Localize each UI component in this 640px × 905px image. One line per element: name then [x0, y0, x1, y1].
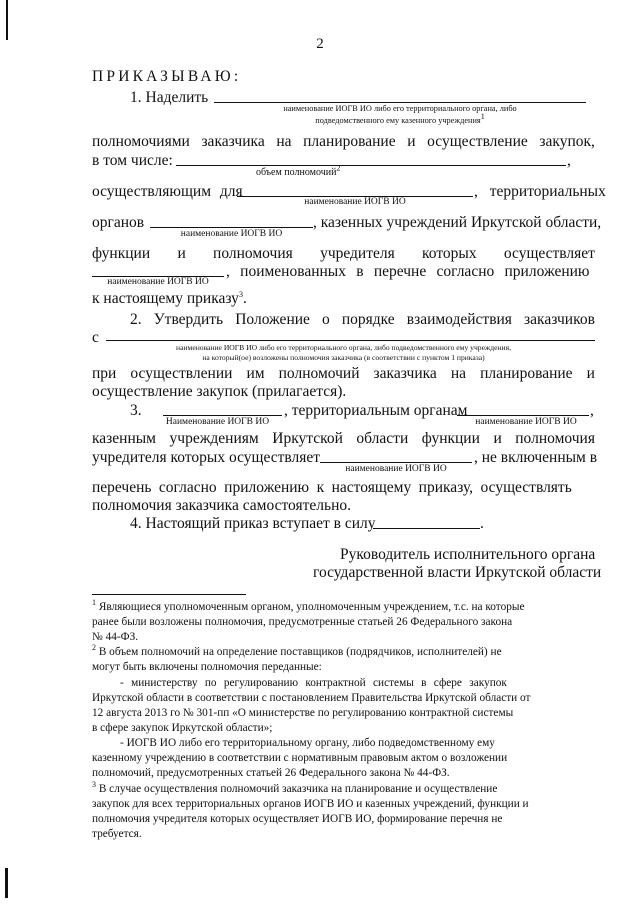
- footnote-2-line-1: [92, 645, 502, 660]
- footnote-2-text-1: В объем полномочий на определение поставщиков (подрядчиков, исполнителей) не: [98, 646, 502, 658]
- word: области: [356, 430, 409, 447]
- word: на: [276, 133, 292, 150]
- word: и: [177, 245, 186, 262]
- footnote-1-text-1: Являющиеся уполномоченным органом, уполномоченным учреждением, т.с. на которые: [98, 601, 525, 613]
- footnote-2-line-8: казенному учреждению в соответствии с нормативным правовым актом о возложении: [92, 752, 508, 764]
- p1-blank-2: [176, 165, 566, 166]
- word: осуществление: [427, 133, 528, 150]
- p1-caption-1a: наименование ИОГВ ИО либо его территориального органа, либо: [283, 104, 517, 113]
- p1-caption-3: наименование ИОГВ ИО: [304, 197, 406, 207]
- p2-line-4: осуществление закупок (прилагается).: [92, 383, 347, 400]
- word: заказчика: [201, 133, 265, 150]
- footnote-2-line-5: 12 августа 2013 го № 301-пп «О министерстве по регулированию контрактной системы: [92, 707, 514, 719]
- p1-line-5b: , казенных учреждений Иркутской области,: [313, 214, 602, 231]
- word: порядке: [341, 311, 395, 328]
- footnote-2-line-3: - министерству по регулированию контрактной системы в сфере закупок: [120, 677, 507, 689]
- footnote-3-text-1: В случае осуществления полномочий заказчика на планирование и осуществление: [98, 783, 498, 795]
- word: и: [586, 365, 595, 382]
- word: на: [450, 365, 467, 382]
- p1-caption-2-text: объем полномочий: [256, 167, 337, 178]
- footnote-2-mark: 2: [92, 643, 96, 653]
- p1-line-8-end: .: [242, 290, 247, 307]
- p1-line-4a: осуществляющим для: [92, 183, 243, 200]
- word: 2.: [130, 311, 142, 328]
- footnote-2-line-2: могут быть включены полномочия переданные:: [92, 661, 322, 673]
- p2-caption-2: на который(ое) возложены полномочия заказчика (в соответствии с пунктом 1 приказа): [202, 353, 485, 362]
- footnote-3-line-1: [92, 782, 497, 797]
- p2-caption-1: наименование ИОГВ ИО либо его территориального органа, либо подведомственного ему учреждения,: [176, 343, 511, 352]
- word: которых: [422, 245, 477, 262]
- footnote-1-mark: 1: [92, 598, 96, 608]
- p3-line-3b: , не включенным в: [474, 449, 598, 466]
- footnote-3-line-2: закупок для всех территориальных органов ИОГВ ИО и казенных учреждений, функции и: [92, 798, 529, 810]
- p2-blank-1: [106, 340, 595, 341]
- word: заказчика: [373, 365, 437, 382]
- word: полномочиями: [92, 133, 190, 150]
- word: полномочия: [213, 245, 293, 262]
- signature-line-1: Руководитель исполнительного органа: [340, 546, 596, 563]
- footnote-ref-2: 2: [336, 163, 341, 173]
- p2-line-3: [92, 365, 595, 383]
- word: о: [322, 311, 330, 328]
- p4-end: .: [480, 515, 484, 532]
- p3-caption-left: Наименование ИОГВ ИО: [165, 417, 270, 427]
- p3-blank-2: [457, 415, 589, 416]
- p1-line-7: , поименованных в перечне согласно приложению: [226, 263, 590, 280]
- p4-text: 4. Настоящий приказ вступает в силу: [130, 515, 376, 532]
- p1-caption-2: [256, 163, 341, 178]
- p3-lead: 3.: [130, 402, 142, 419]
- p1-caption-1b-text: подведомственного ему казенного учреждения: [315, 116, 481, 125]
- footnote-ref-1: 1: [480, 112, 485, 122]
- p1-line-5a: органов: [92, 214, 145, 231]
- page-number: 2: [316, 36, 324, 52]
- word: взаимодействия: [406, 311, 512, 328]
- p1-caption-5: наименование ИОГВ ИО: [107, 277, 209, 287]
- word: учредителя: [320, 245, 395, 262]
- scan-edge-mark-bottom: [5, 868, 8, 898]
- word: планирование: [480, 365, 573, 382]
- p1-blank-1: [214, 102, 586, 103]
- signature-line-2: государственной власти Иркутской области: [313, 564, 602, 581]
- p1-line-4b: , территориальных: [474, 183, 606, 200]
- p1-lead: 1. Наделить: [130, 89, 209, 106]
- footnote-1-line-1: [92, 600, 524, 615]
- p3-line-4: перечень согласно приложению к настоящему приказу, осуществлять: [92, 479, 572, 496]
- p3-mid: , территориальным органам: [284, 402, 468, 419]
- word: функции: [92, 245, 151, 262]
- word: осуществляет: [503, 245, 595, 262]
- footnote-1-line-3: № 44-ФЗ.: [92, 631, 139, 643]
- word: функции: [421, 430, 480, 447]
- p2-line-1: [130, 311, 595, 329]
- footnote-2-line-7: - ИОГВ ИО либо его территориальному органу, либо подведомственному ему: [120, 737, 495, 749]
- footnote-3-line-4: требуется.: [92, 828, 142, 840]
- footnote-ref-3: 3: [238, 289, 243, 299]
- word: заказчиков: [524, 311, 595, 328]
- word: при: [92, 365, 117, 382]
- scan-edge-mark-top: [6, 0, 8, 40]
- word: и: [407, 133, 416, 150]
- p3-line-2: [92, 430, 595, 448]
- word: полномочий: [278, 365, 360, 382]
- footnote-1-line-2: ранее были возложены полномочия, предусмотренные статьей 26 Федерального закона: [92, 616, 513, 628]
- p3-blank-3: [320, 462, 472, 463]
- p1-line-8-text: к настоящему приказу: [92, 290, 239, 307]
- p1-caption-4: наименование ИОГВ ИО: [180, 229, 283, 239]
- word: казенным: [92, 430, 156, 447]
- p3-line-5: полномочия заказчика самостоятельно.: [92, 497, 352, 514]
- footnote-2-line-9: полномочий, предусмотренных статьей 26 Федерального закона № 44-ФЗ.: [92, 767, 450, 779]
- p3-comma: ,: [590, 402, 594, 419]
- footnote-3-mark: 3: [92, 780, 96, 790]
- footnote-2-line-6: в сфере закупок Иркутской области»;: [92, 722, 273, 734]
- p3-line-3a: учредителя которых осуществляет: [92, 449, 320, 466]
- p4-blank: [373, 528, 480, 529]
- footnote-3-line-3: полномочия учредителя которых осуществляет ИОГВ ИО, формирование перечня не: [92, 813, 503, 825]
- footnote-2-line-4: Иркутской области в соответствии с постановлением Правительства Иркутской области от: [92, 692, 531, 704]
- word: планирование: [303, 133, 396, 150]
- p3-caption-right: наименование ИОГВ ИО: [475, 417, 577, 427]
- word: полномочия: [515, 430, 595, 447]
- p3-blank-1: [163, 415, 282, 416]
- word: им: [246, 365, 265, 382]
- p1-line-2: [92, 133, 595, 151]
- word: Утвердить: [153, 311, 224, 328]
- word: и: [493, 430, 502, 447]
- word: Иркутской: [272, 430, 343, 447]
- word: Положение: [235, 311, 310, 328]
- word: закупок,: [539, 133, 595, 150]
- p2-line-2: с: [92, 329, 99, 346]
- p1-line-3-comma: ,: [567, 152, 571, 169]
- p1-line-8: [92, 290, 247, 308]
- footnote-separator: [92, 594, 246, 595]
- word: осуществлении: [130, 365, 233, 382]
- p1-blank-4: [150, 227, 313, 228]
- p3-caption-3: наименование ИОГВ ИО: [345, 464, 447, 474]
- order-heading: ПРИКАЗЫВАЮ:: [92, 68, 242, 85]
- word: учреждениям: [169, 430, 259, 447]
- p1-line-3: в том числе:: [92, 152, 173, 169]
- p1-caption-1b: [214, 112, 586, 125]
- p1-line-6: [92, 245, 595, 263]
